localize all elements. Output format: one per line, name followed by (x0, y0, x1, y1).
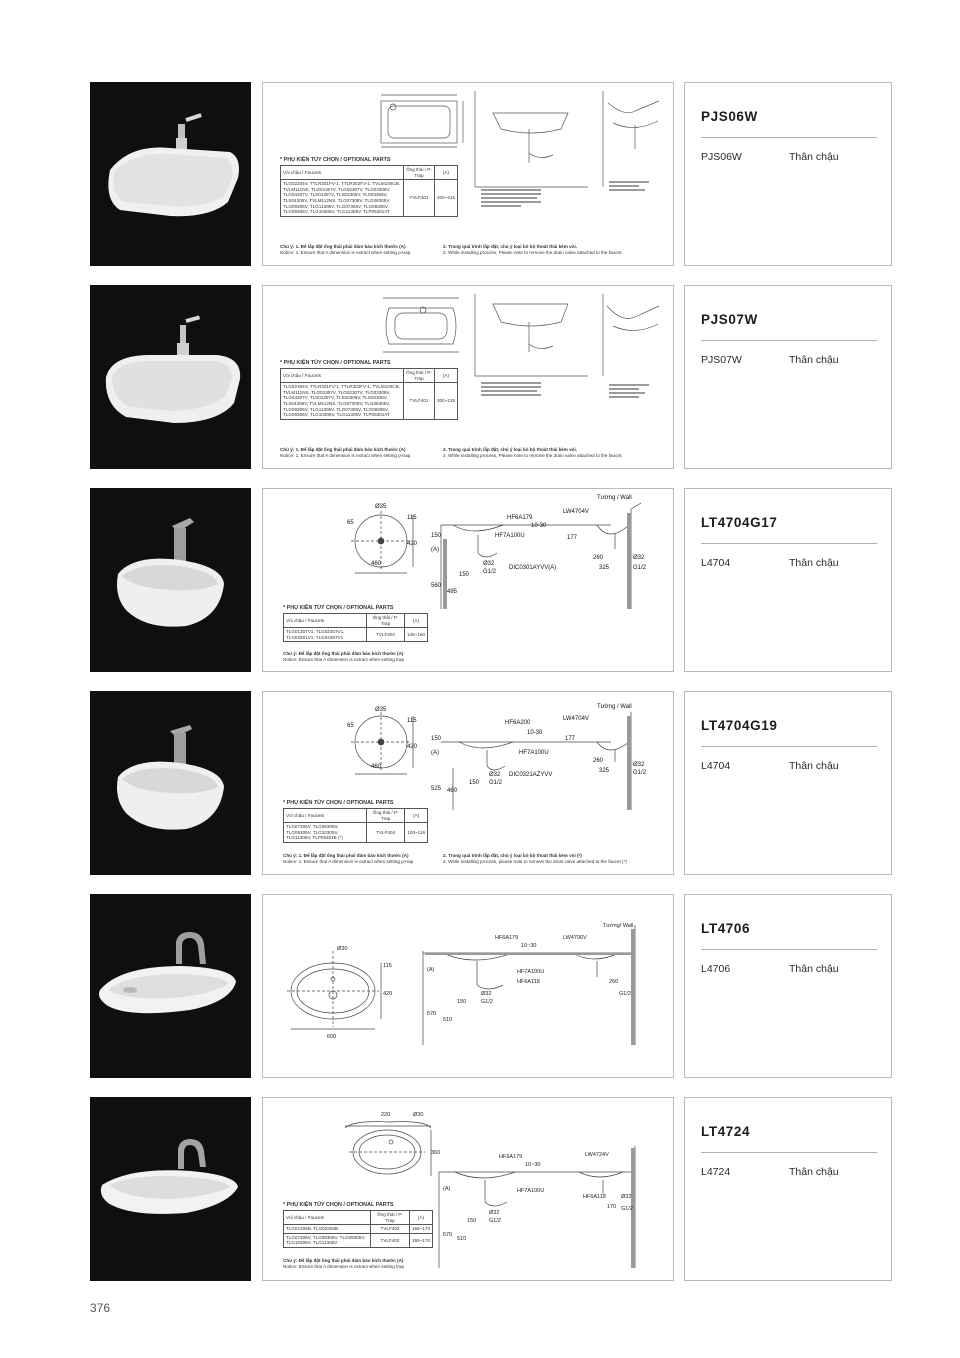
notes (280, 244, 412, 256)
optional-parts (283, 1202, 443, 1248)
dim-label: HF6A179 (499, 1154, 523, 1160)
dim-label: 420 (407, 541, 418, 547)
optional-parts-title: * PHỤ KIỆN TÙY CHỌN / OPTIONAL PARTS (283, 605, 394, 611)
header-a: (A) (409, 1211, 432, 1225)
dim-label: 560 (431, 583, 442, 589)
faucet-list: TLG07305V, TLG08305V, TLG09305V, TLG10305V, TLG11305V. (284, 1233, 371, 1247)
dim-label: 150 (431, 533, 442, 539)
dim-label: Ø30 (413, 1112, 424, 1118)
basin-image (90, 894, 251, 1078)
dim-label: G1/2 (489, 1218, 501, 1224)
dim-label: Ø32 (633, 555, 645, 561)
optional-parts-table (283, 1210, 433, 1248)
note-1: Chú ý: 1. Để lắp đặt ống thải phải đảm bảo kích thước (A) (280, 447, 406, 452)
product-row (90, 1097, 892, 1281)
part-name: Thân chậu (789, 1166, 839, 1178)
optional-parts (283, 800, 433, 843)
notes-2 (443, 853, 627, 865)
dim-label: (A) (443, 1186, 451, 1192)
dim-label: (A) (431, 547, 439, 553)
dim-label: 177 (567, 535, 578, 541)
dim-label: G1/2 (489, 780, 503, 786)
faucet-list: TLG01307V1, TLG02307V1, TLG03301V1, TLG04307V1 (284, 628, 367, 642)
dim-label: G1/2 (621, 1206, 633, 1212)
product-info (684, 82, 892, 266)
dim-label: DIC0301AYVV(A) (509, 565, 557, 571)
header-a: (A) (434, 166, 457, 180)
dim-label: HF6A118 (517, 979, 540, 985)
ptrap-value: TVLF404 (367, 628, 405, 642)
optional-parts-table (280, 165, 458, 217)
divider (701, 340, 877, 341)
part-name: Thân chậu (789, 557, 839, 569)
optional-parts (280, 360, 470, 420)
dim-label: Ø30 (337, 946, 348, 952)
ptrap-value: TVLF402 (371, 1233, 410, 1247)
note-2-en: 2. While installing process, Please note to remove the drain valve attached to the faucet. (443, 249, 623, 255)
dim-label: Ø32 (483, 561, 495, 567)
optional-parts-title: * PHỤ KIỆN TÙY CHỌN / OPTIONAL PARTS (280, 157, 391, 163)
note-2-en: 2. While installing process, Please note to remove the drain valve attached to the faucet. (443, 452, 623, 458)
dim-label: 260 (609, 979, 619, 985)
part-code: PJS06W (701, 151, 742, 163)
dim-label: 325 (599, 768, 610, 774)
dim-label: (A) (427, 967, 435, 973)
header-faucets: Vòi chậu / Faucets (281, 369, 404, 383)
notes-2 (443, 244, 623, 256)
dim-label: 570 (427, 1011, 437, 1017)
divider (701, 543, 877, 544)
header-faucets: Vòi chậu / Faucets (284, 614, 367, 628)
note-1: Chú ý: Để lắp đặt ống thải phải đảm bảo kích thước (A) (283, 651, 404, 656)
product-photo (90, 488, 251, 672)
model-name: LT4704G19 (701, 718, 778, 733)
dim-label: 570 (443, 1232, 453, 1238)
dim-label: LW4706V (563, 935, 587, 941)
notes (283, 651, 404, 663)
dim-label: 600 (327, 1034, 337, 1040)
faucet-list: TLG02304V, TTLR301FV-1, TTLR302FV-1, TVLM106CB, TVLM111NS, TLG01307V, TLG02307V, TLG03306V, TLG04307V, TLS01307V, TLS02306V, TLS03306V, TLS04306V, TVLM112NS. TLG07308V, TLG08305V, TLG09306V, TLG11305V, TLG07306V, TLG08306V, TLG09305V, TLG10305V, TLG11305V. TLP05301AT (281, 383, 404, 420)
part-name: Thân chậu (789, 760, 839, 772)
notes (280, 447, 412, 459)
product-row (90, 82, 892, 266)
header-ptrap: Ống thải / P-Trap (371, 1211, 410, 1225)
note-1: Chú ý: 1. Để lắp đặt ống thải phải đảm bảo kích thước (A) (280, 244, 406, 249)
dim-label: 65 (347, 723, 354, 729)
a-value: 155~170 (409, 1225, 432, 1234)
technical-drawing (262, 285, 674, 469)
dim-label: HF6A200 (505, 720, 531, 726)
dim-label: 220 (381, 1112, 391, 1118)
header-a: (A) (405, 809, 428, 823)
dim-label: 115 (407, 718, 417, 724)
product-info (684, 285, 892, 469)
basin-image (90, 488, 251, 672)
dim-label: 65 (347, 520, 354, 526)
note-1-en: Notice: 1. Ensure that A dimension is extract when setting p-trap. (280, 249, 412, 255)
notes (283, 853, 413, 865)
dim-label: 325 (599, 565, 610, 571)
ptrap-value: TVLF401 (404, 383, 435, 420)
product-info (684, 691, 892, 875)
dim-label: 170 (607, 1204, 617, 1210)
basin-image (90, 691, 251, 875)
optional-parts-title: * PHỤ KIỆN TÙY CHỌN / OPTIONAL PARTS (280, 360, 391, 366)
model-name: PJS07W (701, 312, 758, 327)
dim-label: Ø35 (375, 504, 387, 510)
dim-label: 150 (457, 999, 467, 1005)
model-name: LT4704G17 (701, 515, 778, 530)
dim-label: 150 (459, 572, 470, 578)
note-1: Chú ý: 1. Để lắp đặt ống thải phải đảm bảo kích thước (A) (283, 853, 409, 858)
dim-label: Ø32 (621, 1194, 632, 1200)
dim-label: Tường/ Wall (603, 923, 634, 929)
optional-parts (283, 605, 433, 642)
dim-label: 510 (443, 1017, 453, 1023)
a-value: 200~215 (434, 180, 457, 217)
technical-drawing (262, 488, 674, 672)
ptrap-value: TVLF402 (371, 1225, 410, 1234)
product-photo (90, 82, 251, 266)
optional-parts-table (280, 368, 458, 420)
dim-label: 260 (593, 758, 604, 764)
dim-label: 150 (469, 780, 480, 786)
dim-label: 495 (447, 589, 458, 595)
header-faucets: Vòi chậu / Faucets (284, 809, 367, 823)
part-name: Thân chậu (789, 354, 839, 366)
optional-parts-title: * PHỤ KIỆN TÙY CHỌN / OPTIONAL PARTS (283, 800, 394, 806)
header-faucets: Vòi chậu / Faucets (284, 1211, 371, 1225)
product-row (90, 691, 892, 875)
part-code: L4706 (701, 963, 731, 975)
dim-label: 115 (383, 963, 392, 969)
a-value: 100~116 (405, 823, 428, 843)
dim-label: 10-30 (531, 523, 547, 529)
note-2-en: 2. While installing process, please note to remove the drain valve attached to the faucet (*) (443, 858, 627, 864)
dim-label: HF7A100U (517, 1188, 545, 1194)
part-name: Thân chậu (789, 963, 839, 975)
optional-parts-table (283, 613, 428, 642)
basin-image (90, 82, 251, 266)
faucet-list: TLG02304V, TTLR301FV-1, TTLR302FV-1, TVLM106CB, TVLM111NS, TLG01307V, TLG02307V, TLG03306V, TLG04307V, TLS01307V, TLS02306V, TLS03306V, TLS04306V, TVLM112NS. TLG07308V, TLG08305V, TLG09306V, TLG11305V, TLG07306V, TLG08306V, TLG09305V, TLG10305V, TLG11305V. TLP05301AT (281, 180, 404, 217)
dim-label: G1/2 (633, 770, 647, 776)
technical-drawing (262, 691, 674, 875)
dim-label: LW4704V (563, 716, 589, 722)
note-1-en: Notice: 1. Ensure that A dimension is extract when setting p-trap. (280, 452, 412, 458)
optional-parts-table (283, 808, 428, 843)
dim-label: 525 (431, 786, 442, 792)
notes-2 (443, 447, 623, 459)
header-faucets: Vòi chậu / Faucets (281, 166, 404, 180)
dim-label: 260 (593, 555, 604, 561)
a-value: 155~170 (409, 1233, 432, 1247)
header-a: (A) (404, 614, 427, 628)
dim-label: HF6A179 (495, 935, 519, 941)
a-value: 145~160 (404, 628, 427, 642)
product-info (684, 488, 892, 672)
dim-label: 115 (407, 515, 417, 521)
dim-label: 460 (371, 561, 382, 567)
page-number: 376 (90, 1301, 111, 1315)
product-row (90, 894, 892, 1078)
dim-label: Tường / Wall (597, 704, 632, 710)
optional-parts-title: * PHỤ KIỆN TÙY CHỌN / OPTIONAL PARTS (283, 1202, 394, 1208)
part-code: L4704 (701, 557, 731, 569)
optional-parts (280, 157, 470, 217)
dim-label: HF7A100U (517, 969, 545, 975)
dim-label: (A) (431, 750, 439, 756)
dim-label: G1/2 (481, 999, 493, 1005)
dim-label: Ø32 (489, 772, 501, 778)
dim-label: 420 (383, 991, 393, 997)
header-ptrap: Ống thải / P-Trap (404, 369, 435, 383)
technical-drawing (262, 894, 674, 1078)
product-photo (90, 691, 251, 875)
divider (701, 746, 877, 747)
model-name: PJS06W (701, 109, 758, 124)
header-ptrap: Ống thải / P-Trap (367, 809, 405, 823)
part-code: L4704 (701, 760, 731, 772)
note-1-en: Notice: Ensure that A dimension is extract when setting trap (283, 656, 405, 662)
product-photo (90, 1097, 251, 1281)
note-2: 2. Trong quá trình lắp đặt, chú ý loại bỏ bộ thoát thải kèm vòi. (443, 244, 577, 249)
product-row (90, 488, 892, 672)
note-1: Chú ý: Để lắp đặt ống thải phải đảm bảo kích thước (A) (283, 1258, 404, 1263)
basin-image (90, 1097, 251, 1281)
divider (701, 949, 877, 950)
faucet-list: TLG01306B, TLG02304B (284, 1225, 371, 1234)
dim-label: 150 (431, 736, 442, 742)
dim-label: DIC0321AZYVV (509, 772, 553, 778)
dim-label: Ø32 (633, 762, 645, 768)
dim-label: 360 (431, 1150, 441, 1156)
dim-label: HF7A100U (495, 533, 525, 539)
model-name: LT4706 (701, 921, 751, 936)
dim-label: 460 (447, 788, 458, 794)
dim-label: 10-30 (527, 730, 543, 736)
dim-label: 510 (457, 1236, 467, 1242)
product-photo (90, 894, 251, 1078)
product-photo (90, 285, 251, 469)
notes (283, 1258, 404, 1270)
dimension-diagram (263, 895, 674, 1078)
a-value: 200~215 (434, 383, 457, 420)
dim-label: 150 (467, 1218, 477, 1224)
faucet-list: TLG07305V, TLG08305V, TLG09305V, TLG10305V, TLG11305V, TLP05301B (*) (284, 823, 367, 843)
dimension-diagram (263, 1098, 674, 1281)
basin-image (90, 285, 251, 469)
dim-label: Ø35 (375, 707, 387, 713)
dim-label: LW4704V (563, 509, 589, 515)
dim-label: LW4724V (585, 1152, 609, 1158)
dim-label: 460 (371, 764, 382, 770)
dim-label: Ø32 (481, 991, 492, 997)
dim-label: G1/2 (483, 569, 497, 575)
part-code: PJS07W (701, 354, 742, 366)
dim-label: G1/2 (633, 565, 647, 571)
divider (701, 137, 877, 138)
note-1-en: Notice: Ensure that A dimension is extract when setting trap (283, 1263, 405, 1269)
ptrap-value: TVLF401 (404, 180, 435, 217)
header-ptrap: Ống thải / P-Trap (367, 614, 405, 628)
header-a: (A) (434, 369, 457, 383)
part-name: Thân chậu (789, 151, 839, 163)
note-1-en: Notice: 1. Ensure that A dimension is extract when setting p-trap (283, 858, 414, 864)
dim-label: Ø32 (489, 1210, 500, 1216)
product-row (90, 285, 892, 469)
note-2: 2. Trong quá trình lắp đặt, chú ý loại bỏ bộ thoát thải kèm vòi. (443, 447, 577, 452)
product-info (684, 894, 892, 1078)
dim-label: 177 (565, 736, 576, 742)
dim-label: 420 (407, 744, 418, 750)
model-name: LT4724 (701, 1124, 751, 1139)
dim-label: HF6A179 (507, 515, 533, 521)
part-code: L4724 (701, 1166, 731, 1178)
technical-drawing (262, 82, 674, 266)
dim-label: HF7A100U (519, 750, 549, 756)
dim-label: G1/2 (619, 991, 631, 997)
ptrap-value: TVLF404 (367, 823, 405, 843)
technical-drawing (262, 1097, 674, 1281)
divider (701, 1152, 877, 1153)
dim-label: Tường / Wall (597, 495, 632, 501)
dimension-diagram (263, 489, 674, 672)
dim-label: 10~30 (521, 943, 537, 949)
header-ptrap: Ống thải / P-Trap (404, 166, 435, 180)
dim-label: HF6A118 (583, 1194, 606, 1200)
product-info (684, 1097, 892, 1281)
dimension-diagram (263, 692, 674, 875)
note-2: 2. Trong quá trình lắp đặt, chú ý loại bỏ bộ thoát thải kèm vòi (*) (443, 853, 582, 858)
dim-label: 10~30 (525, 1162, 541, 1168)
